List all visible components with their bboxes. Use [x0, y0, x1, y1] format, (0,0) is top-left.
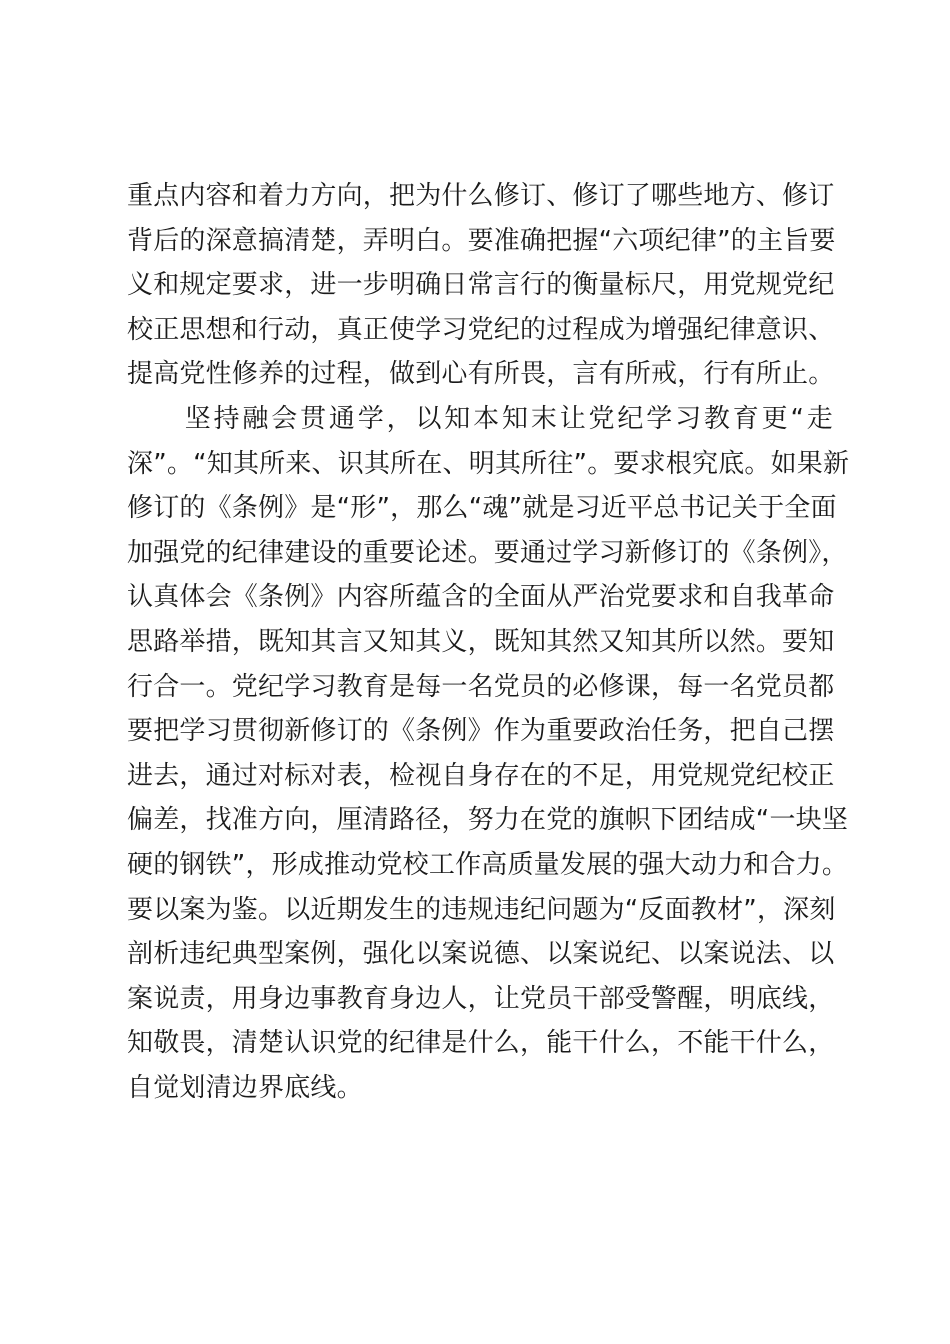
text-line: 行合一。党纪学习教育是每一名党员的必修课，每一名党员都 [127, 671, 835, 702]
text-line: 思路举措，既知其言又知其义，既知其然又知其所以然。要知 [127, 626, 835, 657]
text-line: 加强党的纪律建设的重要论述。要通过学习新修订的《条例》， [127, 537, 848, 568]
text-line: 要以案为鉴。以近期发生的违规违纪问题为“反面教材”，深刻 [127, 894, 836, 925]
text-line: 认真体会《条例》内容所蕴含的全面从严治党要求和自我革命 [127, 582, 835, 613]
text-line: 自觉划清边界底线。 [127, 1072, 363, 1103]
body-text [127, 174, 850, 1110]
text-line: 坚持融会贯通学，以知本知末让党纪学习教育更“走 [127, 403, 833, 434]
text-line: 义和规定要求，进一步明确日常言行的衡量标尺，用党规党纪 [127, 270, 835, 301]
text-line: 硬的钢铁”，形成推动党校工作高质量发展的强大动力和合力。 [127, 849, 849, 880]
text-line: 知敬畏，清楚认识党的纪律是什么，能干什么，不能干什么， [127, 1028, 835, 1059]
text-line: 剖析违纪典型案例，强化以案说德、以案说纪、以案说法、以 [127, 939, 835, 970]
text-line: 深”。“知其所来、识其所在、明其所往”。要求根究底。如果新 [127, 448, 850, 479]
text-line: 校正思想和行动，真正使学习党纪的过程成为增强纪律意识、 [127, 314, 835, 345]
paragraph-1 [127, 174, 836, 397]
text-line: 修订的《条例》是“形”，那么“魂”就是习近平总书记关于全面 [127, 493, 837, 524]
text-line: 重点内容和着力方向，把为什么修订、修订了哪些地方、修订 [127, 181, 835, 211]
text-line: 背后的深意搞清楚，弄明白。要准确把握“六项纪律”的主旨要 [127, 225, 836, 256]
text-line: 提高党性修养的过程，做到心有所畏，言有所戒，行有所止。 [127, 359, 835, 390]
text-line: 偏差，找准方向，厘清路径，努力在党的旗帜下团结成“一块坚 [127, 805, 849, 836]
paragraph-2 [127, 397, 850, 1111]
text-line: 案说责，用身边事教育身边人，让党员干部受警醒，明底线， [127, 983, 835, 1014]
text-line: 要把学习贯彻新修订的《条例》作为重要政治任务，把自己摆 [127, 716, 835, 747]
text-line: 进去，通过对标对表，检视自身存在的不足，用党规党纪校正 [127, 760, 835, 791]
